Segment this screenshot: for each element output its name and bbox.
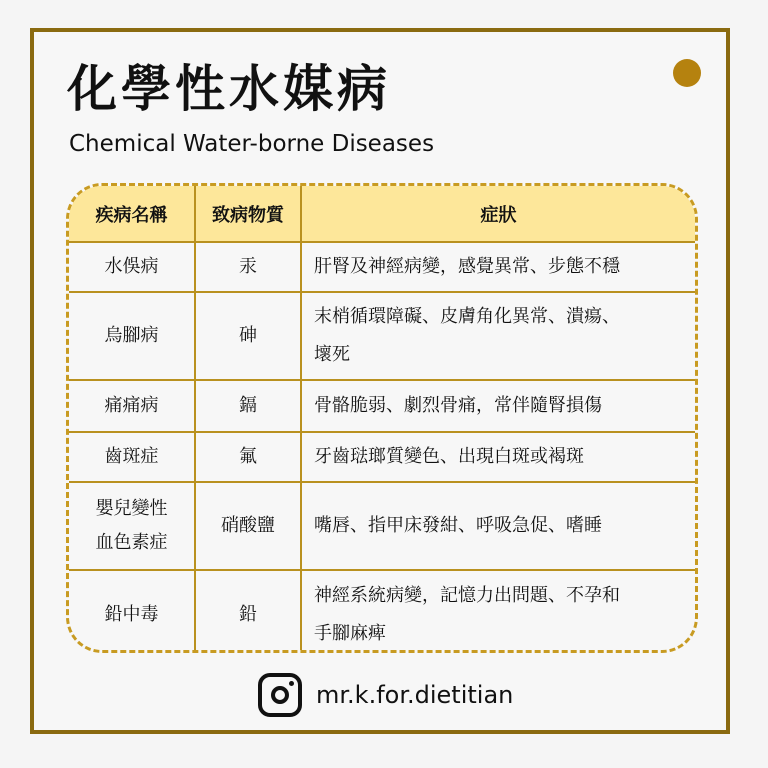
disease-table — [69, 186, 695, 653]
disease-table-frame — [66, 183, 698, 653]
disease-name-line: 齒斑症 — [104, 446, 159, 467]
table-row — [69, 292, 695, 380]
symptoms-line: 手腳麻痺 — [314, 622, 386, 644]
substance: 汞 — [195, 242, 301, 292]
disease-name — [69, 570, 195, 653]
disease-name-line: 水俁病 — [104, 256, 159, 277]
symptoms — [301, 482, 695, 570]
disease-name — [69, 380, 195, 432]
symptoms-line: 牙齒琺瑯質變色、出現白斑或褐斑 — [314, 446, 584, 467]
substance: 鎘 — [195, 380, 301, 432]
substance: 硝酸鹽 — [195, 482, 301, 570]
symptoms — [301, 380, 695, 432]
symptoms — [301, 292, 695, 380]
table-row — [69, 242, 695, 292]
substance: 氟 — [195, 432, 301, 482]
instagram-icon[interactable] — [258, 673, 302, 717]
symptoms — [301, 242, 695, 292]
substance: 鉛 — [195, 570, 301, 653]
symptoms-line: 壞死 — [314, 344, 350, 365]
symptoms-line: 末梢循環障礙、皮膚角化異常、潰瘍、 — [314, 306, 620, 327]
disease-name — [69, 242, 195, 292]
substance: 砷 — [195, 292, 301, 380]
symptoms-line: 骨骼脆弱、劇烈骨痛，常伴隨腎損傷 — [314, 395, 602, 416]
symptoms-line: 神經系統病變，記憶力出問題、不孕和 — [314, 584, 620, 606]
symptoms — [301, 570, 695, 653]
symptoms-line: 嘴唇、指甲床發紺、呼吸急促、嗜睡 — [314, 515, 602, 536]
disease-name — [69, 432, 195, 482]
instagram-handle[interactable]: mr.k.for.dietitian — [316, 681, 514, 709]
page-subtitle: Chemical Water-borne Diseases — [69, 131, 435, 157]
decorative-dot — [673, 59, 701, 87]
table-row — [69, 380, 695, 432]
disease-name-line: 痛痛病 — [104, 395, 159, 416]
disease-name-line: 血色素症 — [95, 532, 168, 553]
disease-name-line: 嬰兒變性 — [95, 498, 168, 519]
table-row — [69, 432, 695, 482]
symptoms — [301, 432, 695, 482]
symptoms-line: 肝腎及神經病變，感覺異常、步態不穩 — [314, 256, 620, 277]
page-title: 化學性水媒病 — [67, 60, 391, 118]
disease-name — [69, 292, 195, 380]
disease-name — [69, 482, 195, 570]
footer — [258, 670, 513, 720]
table-header-row — [69, 186, 695, 242]
header-substance: 致病物質 — [195, 186, 301, 242]
disease-name-line: 鉛中毒 — [104, 603, 159, 625]
header-disease: 疾病名稱 — [69, 186, 195, 242]
table-row — [69, 482, 695, 570]
header-symptoms: 症狀 — [301, 186, 695, 242]
disease-name-line: 烏腳病 — [104, 325, 159, 346]
table-row — [69, 570, 695, 653]
